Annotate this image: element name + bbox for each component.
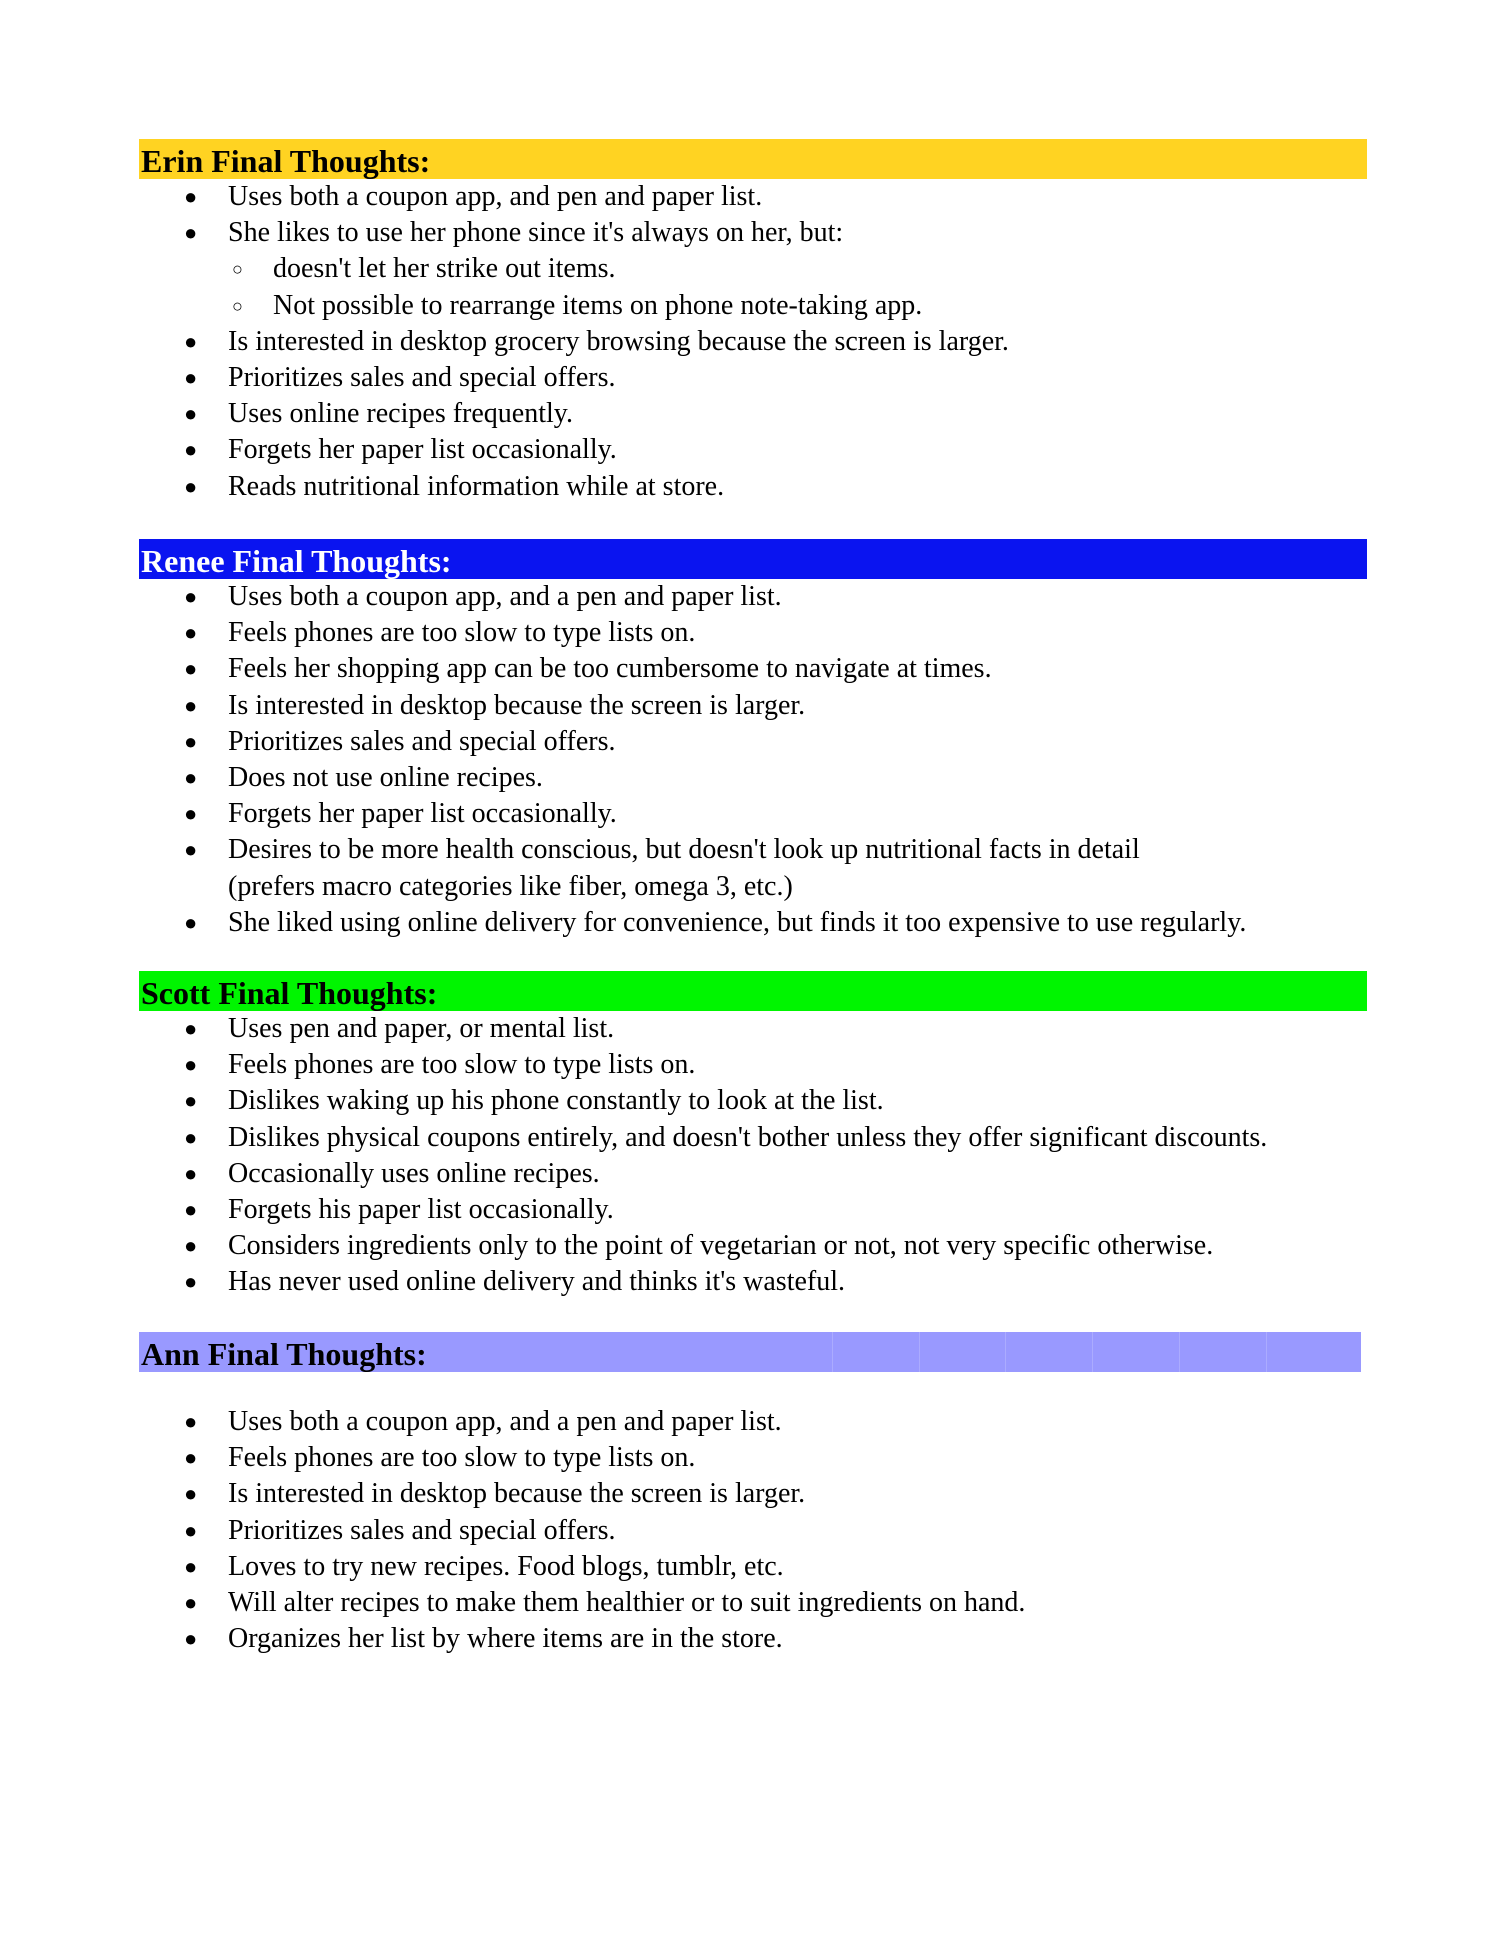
list-item: ● Is interested in desktop because the screen is larger.: [139, 1476, 1367, 1512]
bullet-icon: ●: [184, 837, 198, 863]
list-item: ● Is interested in desktop grocery browsing because the screen is larger.: [139, 324, 1367, 360]
bullet-icon: ●: [184, 473, 198, 499]
bullet-icon: ●: [184, 909, 198, 935]
list-item: ● Uses online recipes frequently.: [139, 396, 1367, 432]
bullet-icon: ●: [184, 620, 198, 646]
section-heading-ann: Ann Final Thoughts:: [139, 1332, 1361, 1372]
list-item: ● Reads nutritional information while at store.: [139, 469, 1367, 505]
bullet-icon: ●: [184, 365, 198, 391]
bullet-icon: ●: [184, 1481, 198, 1507]
bullet-icon: ●: [184, 1052, 198, 1078]
bullet-icon: ●: [184, 692, 198, 718]
list-item: ● Feels phones are too slow to type lists on.: [139, 1047, 1367, 1083]
list-item: ● Feels phones are too slow to type lists on.: [139, 615, 1367, 651]
section-heading-scott: Scott Final Thoughts:: [139, 971, 1367, 1011]
hollow-bullet-icon: ○: [232, 259, 243, 280]
list-item: ● Dislikes physical coupons entirely, and doesn't bother unless they offer significant discounts.: [139, 1120, 1367, 1156]
list-item: ● Occasionally uses online recipes.: [139, 1156, 1367, 1192]
list-item: ● Will alter recipes to make them healthier or to suit ingredients on hand.: [139, 1585, 1367, 1621]
table-cell-divider: [832, 1332, 833, 1372]
table-cell-divider: [919, 1332, 920, 1372]
list-item: ● Considers ingredients only to the point of vegetarian or not, not very specific otherwise.: [139, 1228, 1367, 1264]
list-item: ● Forgets her paper list occasionally.: [139, 432, 1367, 468]
list-item: ● Loves to try new recipes. Food blogs, tumblr, etc.: [139, 1549, 1367, 1585]
renee-item-list: [139, 579, 1367, 941]
list-item: ● Is interested in desktop because the screen is larger.: [139, 688, 1367, 724]
list-item: ● Has never used online delivery and thinks it's wasteful.: [139, 1264, 1367, 1300]
list-item: ● Forgets her paper list occasionally.: [139, 796, 1367, 832]
list-item: ● Forgets his paper list occasionally.: [139, 1192, 1367, 1228]
bullet-icon: ●: [184, 801, 198, 827]
list-item: ● Feels phones are too slow to type lists on.: [139, 1440, 1367, 1476]
bullet-icon: ●: [184, 656, 198, 682]
list-item: ○ Not possible to rearrange items on phone note-taking app.: [139, 288, 1367, 324]
list-item: ● Uses both a coupon app, and pen and paper list.: [139, 179, 1367, 215]
bullet-icon: ●: [184, 1409, 198, 1434]
bullet-icon: ●: [184, 1590, 198, 1616]
section-renee: [139, 539, 1367, 941]
list-item: ● Prioritizes sales and special offers.: [139, 360, 1367, 396]
scott-item-list: [139, 1011, 1367, 1301]
section-ann: [139, 1332, 1367, 1657]
bullet-icon: ●: [184, 728, 198, 754]
list-item: ● She liked using online delivery for convenience, but finds it too expensive to use regularly.: [139, 905, 1367, 941]
bullet-icon: ●: [184, 1445, 198, 1471]
bullet-icon: ●: [184, 765, 198, 791]
section-erin: [139, 139, 1367, 505]
bullet-icon: ●: [184, 220, 198, 246]
ann-item-list: [139, 1404, 1367, 1657]
section-heading-erin: Erin Final Thoughts:: [139, 139, 1367, 179]
bullet-icon: ●: [184, 1269, 198, 1295]
bullet-icon: ●: [184, 1124, 198, 1150]
list-item: ● Prioritizes sales and special offers.: [139, 1513, 1367, 1549]
bullet-icon: ●: [184, 328, 198, 354]
bullet-icon: ●: [184, 1553, 198, 1579]
bullet-icon: ●: [184, 437, 198, 463]
list-item: ● Uses both a coupon app, and a pen and paper list.: [139, 1404, 1367, 1440]
list-item: ● Uses both a coupon app, and a pen and paper list.: [139, 579, 1367, 615]
bullet-icon: ●: [184, 1517, 198, 1543]
table-cell-divider: [1266, 1332, 1267, 1372]
bullet-icon: ●: [184, 584, 198, 609]
bullet-icon: ●: [184, 401, 198, 427]
list-item: ○ doesn't let her strike out items.: [139, 251, 1367, 287]
list-item: ● Feels her shopping app can be too cumbersome to navigate at times.: [139, 651, 1367, 687]
list-item: ● Uses pen and paper, or mental list.: [139, 1011, 1367, 1047]
section-heading-renee: Renee Final Thoughts:: [139, 539, 1367, 579]
bullet-icon: ●: [184, 1197, 198, 1223]
bullet-icon: ●: [184, 1160, 198, 1186]
list-item: ● Organizes her list by where items are in the store.: [139, 1621, 1367, 1657]
hollow-bullet-icon: ○: [232, 295, 243, 316]
table-cell-divider: [1092, 1332, 1093, 1372]
list-item: ● Desires to be more health conscious, but doesn't look up nutritional facts in detail (prefers macro categories like fiber, omega 3, etc.): [184, 834, 1140, 902]
bullet-icon: ●: [184, 1233, 198, 1259]
list-item: ● Dislikes waking up his phone constantly to look at the list.: [139, 1083, 1367, 1119]
bullet-icon: ●: [184, 1016, 198, 1041]
erin-item-list: [139, 179, 1367, 505]
bullet-icon: ●: [184, 1088, 198, 1114]
table-cell-divider: [1005, 1332, 1006, 1372]
list-item: ● Prioritizes sales and special offers.: [139, 724, 1367, 760]
bullet-icon: ●: [184, 184, 198, 209]
list-item: ● She likes to use her phone since it's always on her, but:: [139, 215, 1367, 251]
bullet-icon: ●: [184, 1626, 198, 1652]
section-scott: [139, 971, 1367, 1301]
spacer: [139, 1372, 1367, 1404]
list-item: ● Does not use online recipes.: [139, 760, 1367, 796]
table-cell-divider: [1179, 1332, 1180, 1372]
